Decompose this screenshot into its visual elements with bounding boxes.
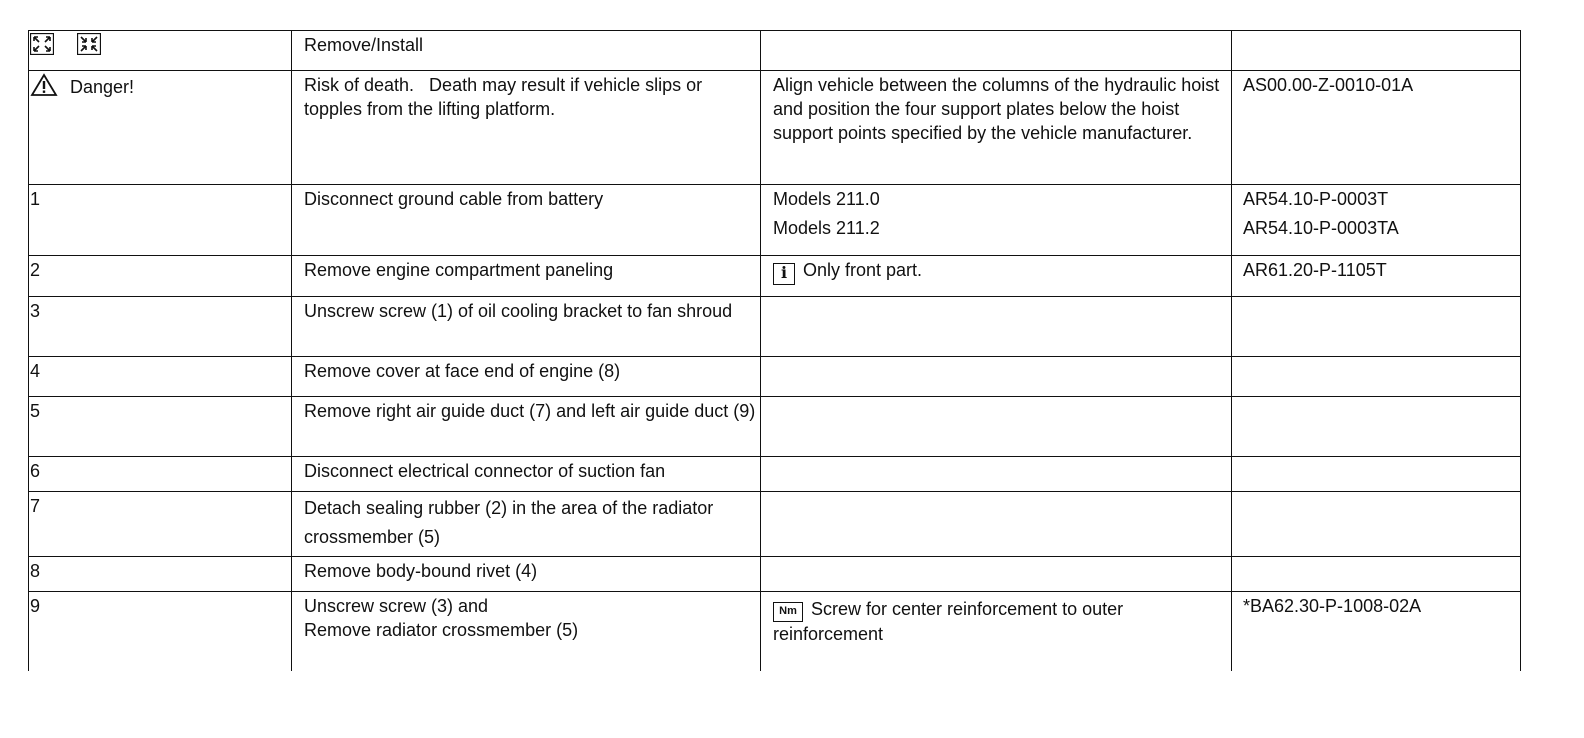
step-notes-cell — [766, 591, 1237, 671]
step-number: 5 — [30, 401, 41, 421]
step-number: 1 — [30, 189, 41, 209]
step-row-3 — [28, 296, 1521, 357]
danger-instruction-cell — [766, 70, 1237, 184]
step-references-cell — [1237, 296, 1521, 356]
step-number-cell — [28, 456, 297, 491]
header-operation-cell — [297, 30, 766, 70]
danger-risk-text: Risk of death. Death may result if vehicle slips or topples from the lifting platform. — [304, 75, 708, 119]
step-number-cell — [28, 255, 297, 296]
step-note: Only front part. — [803, 260, 923, 280]
step-number: 4 — [30, 361, 41, 381]
step-action: Remove right air guide duct (7) and left air guide duct (9) — [304, 401, 756, 421]
step-notes-cell — [766, 184, 1237, 255]
step-references-cell — [1237, 556, 1521, 591]
step-number: 6 — [30, 461, 41, 481]
step-action: Remove radiator crossmember (5) — [304, 620, 579, 640]
table-header-row — [28, 30, 1521, 71]
column-divider — [760, 30, 761, 671]
step-row-8 — [28, 556, 1521, 592]
step-reference-link[interactable]: AR54.10-P-0003TA — [1243, 218, 1399, 238]
header-empty-cell — [766, 30, 1237, 70]
step-action: Disconnect electrical connector of suction fan — [304, 461, 666, 481]
step-row-2 — [28, 255, 1521, 297]
install-icon — [77, 33, 101, 55]
step-action-cell — [297, 296, 766, 356]
step-action-cell — [297, 184, 766, 255]
step-number-cell — [28, 591, 297, 671]
danger-instruction-text: Align vehicle between the columns of the hydraulic hoist and position the four support plates below the hoist support points specified by the vehicle manufacturer. — [773, 75, 1220, 143]
danger-label-cell — [28, 70, 297, 184]
step-number: 7 — [30, 496, 41, 516]
step-notes-cell — [766, 456, 1237, 491]
step-row-6 — [28, 456, 1521, 492]
step-reference-link[interactable]: *BA62.30-P-1008-02A — [1243, 596, 1422, 616]
danger-reference: AS00.00-Z-0010-01A — [1243, 75, 1414, 95]
step-notes-cell — [766, 556, 1237, 591]
step-number: 3 — [30, 301, 41, 321]
danger-reference-cell — [1237, 70, 1521, 184]
step-notes-cell — [766, 356, 1237, 396]
step-number-cell — [28, 184, 297, 255]
step-action: Remove cover at face end of engine (8) — [304, 361, 621, 381]
step-number-cell — [28, 396, 297, 456]
step-number-cell — [28, 556, 297, 591]
step-action-cell — [297, 591, 766, 671]
step-action: Remove body-bound rivet (4) — [304, 561, 538, 581]
step-note: Models 211.0 — [773, 189, 880, 209]
step-number-cell — [28, 356, 297, 396]
step-number: 2 — [30, 260, 41, 280]
warning-triangle-icon — [30, 73, 58, 97]
step-note: Screw for center reinforcement to outer reinforcement — [773, 599, 1124, 644]
step-number: 8 — [30, 561, 41, 581]
step-references-cell — [1237, 184, 1521, 255]
step-action-cell — [297, 456, 766, 491]
step-action-cell — [297, 356, 766, 396]
step-number-cell — [28, 491, 297, 556]
danger-label: Danger! — [70, 77, 135, 97]
step-row-5 — [28, 396, 1521, 457]
step-notes-cell — [766, 396, 1237, 456]
step-references-cell — [1237, 456, 1521, 491]
step-references-cell — [1237, 255, 1521, 296]
danger-row — [28, 70, 1521, 185]
step-references-cell — [1237, 396, 1521, 456]
step-action-cell — [297, 255, 766, 296]
header-icons-cell — [28, 30, 297, 70]
step-row-7 — [28, 491, 1521, 557]
step-references-cell — [1237, 356, 1521, 396]
danger-risk-cell — [297, 70, 766, 184]
step-row-1 — [28, 184, 1521, 256]
operation-title: Remove/Install — [304, 35, 424, 55]
step-reference-link[interactable]: AR61.20-P-1105T — [1243, 260, 1387, 280]
step-action-cell — [297, 556, 766, 591]
torque-nm-icon: Nm — [773, 602, 803, 622]
info-icon: i — [773, 263, 795, 285]
header-empty-cell — [1237, 30, 1521, 70]
step-action-cell — [297, 491, 766, 556]
step-notes-cell — [766, 296, 1237, 356]
procedure-table — [28, 30, 1521, 671]
step-number: 9 — [30, 596, 41, 616]
step-action: Disconnect ground cable from battery — [304, 189, 604, 209]
step-row-4 — [28, 356, 1521, 397]
step-note: Models 211.2 — [773, 218, 880, 238]
step-number-cell — [28, 296, 297, 356]
step-notes-cell — [766, 491, 1237, 556]
step-reference-link[interactable]: AR54.10-P-0003T — [1243, 189, 1389, 209]
column-divider — [291, 30, 292, 671]
step-action: Unscrew screw (1) of oil cooling bracket to fan shroud — [304, 301, 733, 321]
step-notes-cell — [766, 255, 1237, 296]
step-action: Remove engine compartment paneling — [304, 260, 614, 280]
step-row-9 — [28, 591, 1521, 671]
step-references-cell — [1237, 491, 1521, 556]
step-action: Detach sealing rubber (2) in the area of the radiator crossmember (5) — [304, 498, 714, 547]
step-action: Unscrew screw (3) and — [304, 596, 489, 616]
remove-icon — [30, 33, 54, 55]
column-divider — [1231, 30, 1232, 671]
step-references-cell — [1237, 591, 1521, 671]
step-action-cell — [297, 396, 766, 456]
